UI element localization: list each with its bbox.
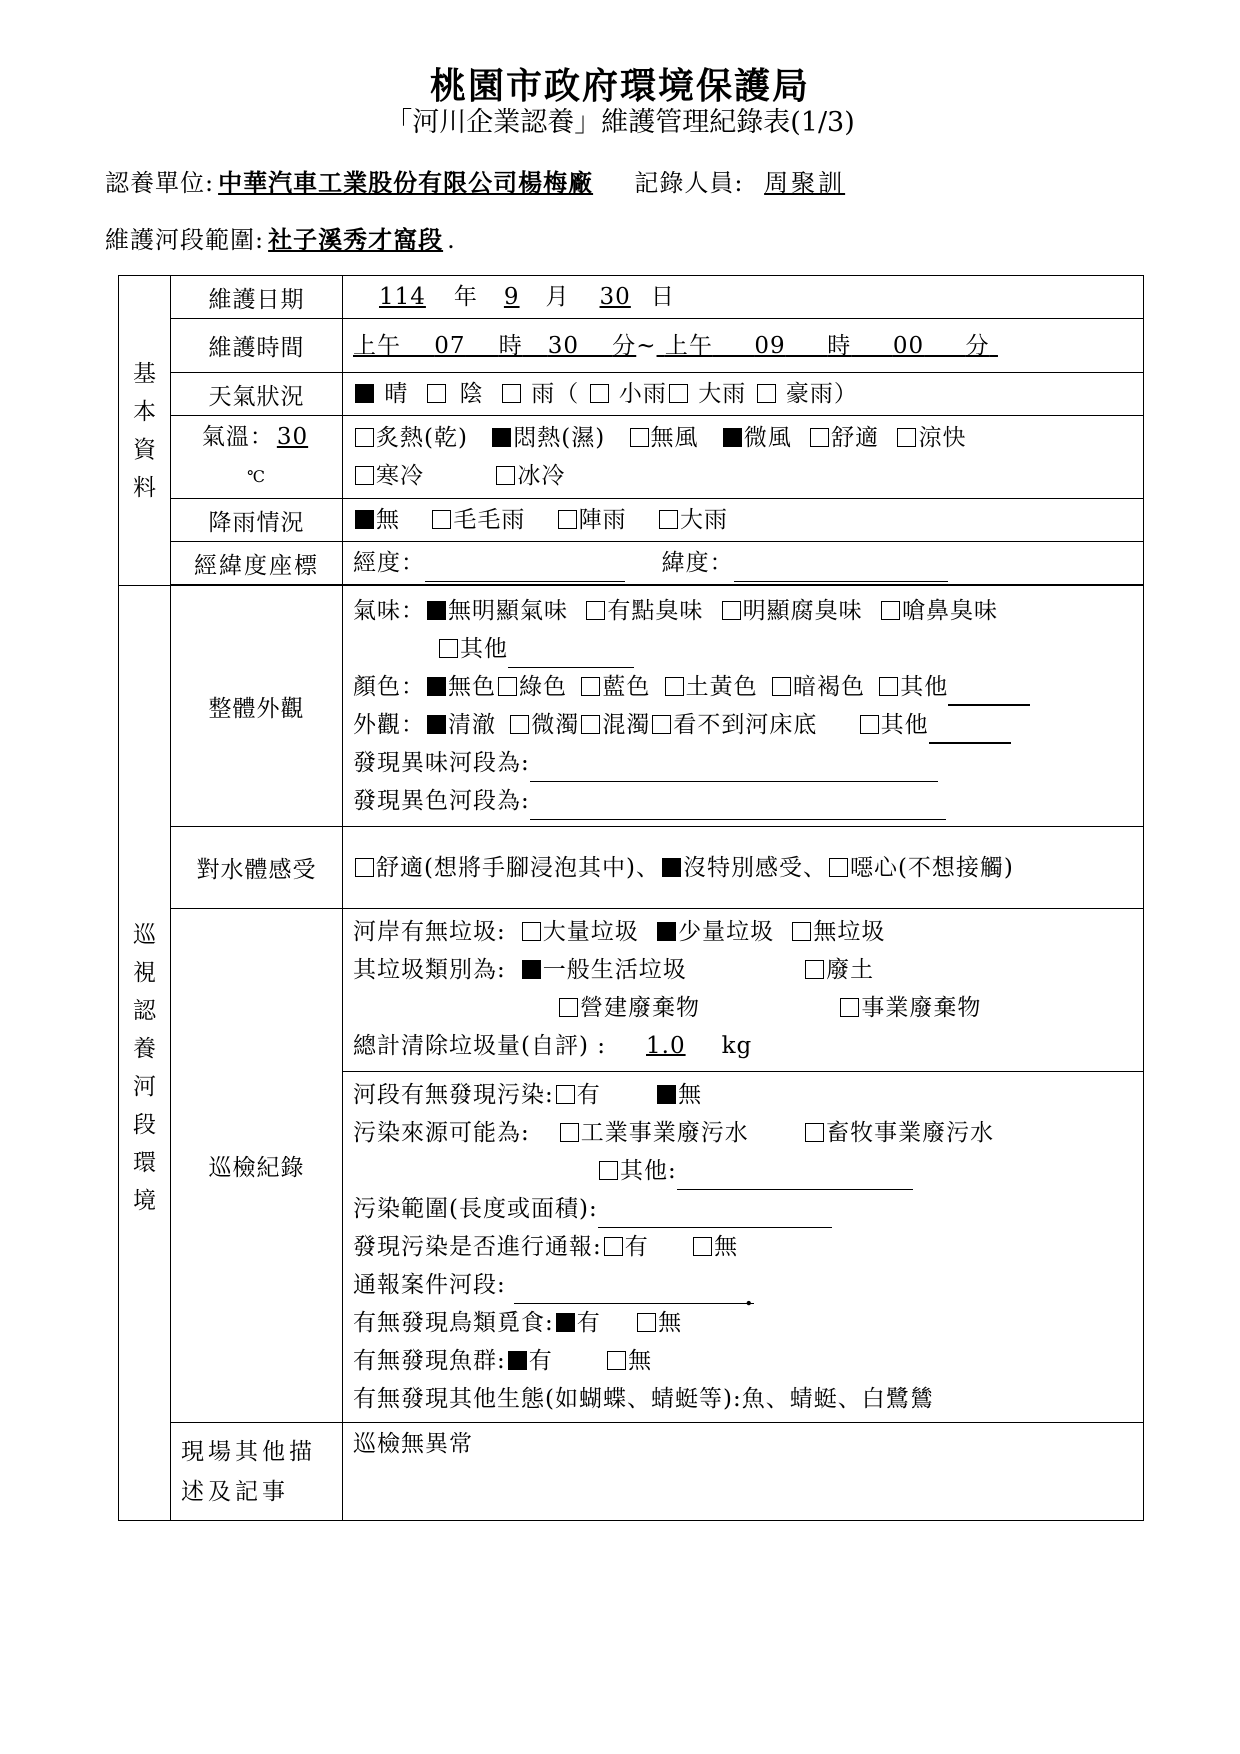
checkbox-type-soil[interactable] xyxy=(805,960,824,979)
checkbox-rain-shower[interactable] xyxy=(558,510,577,529)
checkbox-birds-no[interactable] xyxy=(637,1313,656,1332)
row-rain xyxy=(119,499,1144,542)
pollution-range-input[interactable] xyxy=(598,1203,832,1228)
checkbox-rain-none[interactable] xyxy=(355,510,374,529)
latitude-input[interactable] xyxy=(734,557,948,582)
look-other-input[interactable] xyxy=(929,718,1011,744)
date-label: 維護日期 xyxy=(171,276,343,319)
checkbox-weather-rain[interactable] xyxy=(502,384,521,403)
checkbox-color-blue[interactable] xyxy=(581,677,600,696)
amount-value[interactable]: 1.0 xyxy=(646,1033,686,1059)
checkbox-fish-yes[interactable] xyxy=(508,1351,527,1370)
checkbox-odor-rot[interactable] xyxy=(722,601,741,620)
checkbox-temp-cool[interactable] xyxy=(897,428,916,447)
checkbox-feeling-comfy[interactable] xyxy=(355,858,374,877)
checkbox-color-brown[interactable] xyxy=(772,677,791,696)
info-line-unit xyxy=(105,163,857,198)
checkbox-odor-pungent[interactable] xyxy=(881,601,900,620)
checkbox-feeling-nothing[interactable] xyxy=(662,858,681,877)
checkbox-weather-cloudy[interactable] xyxy=(427,384,446,403)
section-patrol: 巡視認養河段環境 xyxy=(119,586,171,1521)
checkbox-look-slight[interactable] xyxy=(510,715,529,734)
checkbox-temp-icy[interactable] xyxy=(496,466,515,485)
info-line-range xyxy=(105,220,456,255)
checkbox-source-other[interactable] xyxy=(599,1161,618,1180)
range-value[interactable]: 社子溪秀才窩段 xyxy=(268,225,444,254)
row-feeling xyxy=(119,827,1144,909)
checkbox-source-industry[interactable] xyxy=(560,1123,579,1142)
row-temp xyxy=(119,416,1144,499)
color-section-input[interactable] xyxy=(530,795,946,820)
row-weather xyxy=(119,373,1144,416)
page-title: 桃園市政府環境保護局 xyxy=(429,65,810,107)
checkbox-look-nobed[interactable] xyxy=(652,715,671,734)
page-subtitle: 「河川企業認養」維護管理紀錄表(1/3) xyxy=(385,107,855,138)
checkbox-look-other[interactable] xyxy=(860,715,879,734)
patrol-label: 巡檢紀錄 xyxy=(171,909,343,1423)
row-trash xyxy=(119,909,1144,1072)
source-other-input[interactable] xyxy=(677,1165,913,1190)
odor-section-input[interactable] xyxy=(530,757,938,782)
checkbox-color-none[interactable] xyxy=(427,677,446,696)
row-coord xyxy=(119,542,1144,585)
checkbox-odor-other[interactable] xyxy=(439,639,458,658)
checkbox-feeling-disgust[interactable] xyxy=(829,858,848,877)
row-time xyxy=(119,319,1144,373)
checkbox-report-yes[interactable] xyxy=(604,1237,623,1256)
checkbox-color-other[interactable] xyxy=(879,677,898,696)
section-basic: 基本資料 xyxy=(119,276,171,586)
checkbox-source-livestock[interactable] xyxy=(805,1123,824,1142)
checkbox-rain-drizzle[interactable] xyxy=(432,510,451,529)
odor-other-input[interactable] xyxy=(508,643,634,668)
feeling-label: 對水體感受 xyxy=(171,827,343,909)
checkbox-look-turbid[interactable] xyxy=(581,715,600,734)
checkbox-weather-light[interactable] xyxy=(590,384,609,403)
checkbox-type-construct[interactable] xyxy=(559,998,578,1017)
checkbox-temp-comfy[interactable] xyxy=(810,428,829,447)
checkbox-trash-little[interactable] xyxy=(657,922,676,941)
checkbox-color-green[interactable] xyxy=(498,677,517,696)
checkbox-odor-none[interactable] xyxy=(427,601,446,620)
checkbox-weather-heavy[interactable] xyxy=(757,384,776,403)
checkbox-rain-heavy[interactable] xyxy=(659,510,678,529)
longitude-input[interactable] xyxy=(425,557,625,582)
checkbox-fish-no[interactable] xyxy=(607,1351,626,1370)
date-value[interactable]: 114 年 9 月 30 日 xyxy=(343,276,1144,319)
rain-options: 無 毛毛雨 陣雨 大雨 xyxy=(343,499,1144,542)
checkbox-temp-hot-humid[interactable] xyxy=(492,428,511,447)
checkbox-type-industry[interactable] xyxy=(840,998,859,1017)
coord-value: 經度： 緯度： xyxy=(343,542,1144,585)
row-notes xyxy=(119,1423,1144,1521)
recorder-value[interactable]: 周聚訓 xyxy=(764,169,846,197)
checkbox-temp-breeze[interactable] xyxy=(723,428,742,447)
checkbox-trash-none[interactable] xyxy=(792,922,811,941)
time-label: 維護時間 xyxy=(171,319,343,373)
checkbox-weather-mid[interactable] xyxy=(669,384,688,403)
temp-label: 氣溫： 30 ℃ xyxy=(171,416,343,499)
temp-options: 炙熱(乾) 悶熱(濕) 無風 微風 舒適 涼快 寒冷 冰冷 xyxy=(343,416,1144,499)
checkbox-type-life[interactable] xyxy=(522,960,541,979)
coord-label: 經緯度座標 xyxy=(171,542,343,585)
checkbox-temp-cold[interactable] xyxy=(355,466,374,485)
checkbox-color-yellow[interactable] xyxy=(665,677,684,696)
row-appearance xyxy=(119,586,1144,827)
unit-value[interactable]: 中華汽車工業股份有限公司楊梅廠 xyxy=(218,168,594,197)
time-value[interactable]: 上午 07 時 30 分~ 上午 09 時 00 分 xyxy=(343,319,1144,373)
appearance-options: 氣味： 無明顯氣味 有點臭味 明顯腐臭味 嗆鼻臭味 其他 顏色： 無色 綠色 藍色 土黃色 暗褐色 其他 外觀： 清澈 微濁 混濁 看不到河床底 其他 發現異味河段為: 發現異色河段為: xyxy=(343,586,1144,827)
checkbox-odor-slight[interactable] xyxy=(586,601,605,620)
appearance-label: 整體外觀 xyxy=(171,586,343,827)
recorder-label: 記錄人員: xyxy=(634,169,744,197)
feeling-options: 舒適(想將手腳浸泡其中)、 沒特別感受、 噁心(不想接觸) xyxy=(343,827,1144,909)
checkbox-look-clear[interactable] xyxy=(427,715,446,734)
checkbox-temp-nowind[interactable] xyxy=(630,428,649,447)
weather-label: 天氣狀況 xyxy=(171,373,343,416)
trash-options: 河岸有無垃圾: 大量垃圾 少量垃圾 無垃圾 其垃圾類別為: 一般生活垃圾 廢土 營建廢棄物 事業廢棄物 總計清除垃圾量(自評) : 1.0 kg xyxy=(343,909,1144,1072)
checkbox-birds-yes[interactable] xyxy=(556,1313,575,1332)
checkbox-temp-hot-dry[interactable] xyxy=(355,428,374,447)
color-other-input[interactable] xyxy=(948,680,1030,706)
record-form xyxy=(118,275,1144,1521)
rain-label: 降雨情況 xyxy=(171,499,343,542)
report-section-input[interactable]: . xyxy=(514,1279,754,1304)
checkbox-weather-sunny[interactable] xyxy=(355,384,374,403)
notes-value[interactable]: 巡檢無異常 xyxy=(343,1423,1144,1521)
temp-value[interactable]: 30 xyxy=(276,424,309,450)
checkbox-report-no[interactable] xyxy=(693,1237,712,1256)
unit-label: 認養單位: xyxy=(105,169,215,197)
checkbox-pollution-yes[interactable] xyxy=(556,1085,575,1104)
range-label: 維護河段範圍: xyxy=(105,226,265,254)
pollution-options: 河段有無發現污染: 有 無 污染來源可能為: 工業事業廢污水 畜牧事業廢污水 其他: 污染範圍(長度或面積): 發現污染是否進行通報: 有 無 通報案件河段: . 有無發現鳥類覓食: 有 無 有無發現魚群: 有 無 有無發現其他生態(如蝴蝶、蜻蜓等):魚、蜻蜓、白鷺鷥 xyxy=(343,1072,1144,1423)
range-suffix: . xyxy=(447,226,456,254)
eco-value[interactable]: 魚、蜻蜓、白鷺鷥 xyxy=(741,1386,934,1412)
checkbox-pollution-no[interactable] xyxy=(657,1085,676,1104)
weather-options: 晴 陰 雨（ 小雨 大雨 豪雨） xyxy=(343,373,1144,416)
notes-label: 現場其他描述及記事 xyxy=(171,1423,343,1521)
checkbox-trash-much[interactable] xyxy=(522,922,541,941)
row-date xyxy=(119,276,1144,319)
